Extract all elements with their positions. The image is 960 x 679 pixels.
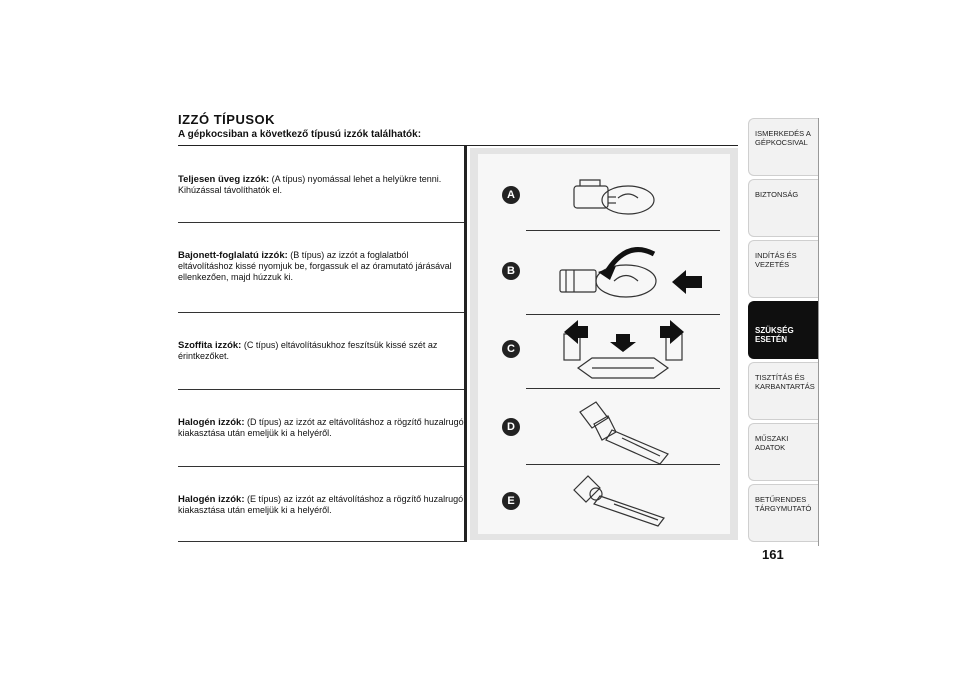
entry-b xyxy=(178,250,464,283)
badge-c: C xyxy=(502,340,520,358)
entry-d xyxy=(178,417,464,439)
entry-separator xyxy=(178,541,464,542)
entry-label: Teljesen üveg izzók: xyxy=(178,174,270,185)
halogen-bulb-icon xyxy=(574,398,684,468)
figure-separator xyxy=(526,230,720,231)
tab-ismerkedes[interactable]: ISMERKEDÉS A GÉPKOCSIVAL xyxy=(748,118,818,176)
wedge-bulb-icon xyxy=(570,176,660,220)
entry-separator xyxy=(178,222,464,223)
entry-a xyxy=(178,174,464,196)
entry-text: (D típus) az izzót az eltávolításhoz a rögzítő huzalrugó kiakasztása után emeljük ki a helyéről. xyxy=(178,417,464,438)
entry-text: (C típus) eltávolításukhoz feszítsük kissé szét az érintkezőket. xyxy=(178,340,438,361)
bayonet-bulb-icon xyxy=(554,242,724,304)
badge-d: D xyxy=(502,418,520,436)
entry-label: Halogén izzók: xyxy=(178,417,245,428)
page-number: 161 xyxy=(762,547,784,562)
badge-e: E xyxy=(502,492,520,510)
bulb-type-list xyxy=(178,146,464,542)
tab-szukseg-eseten[interactable]: SZÜKSÉG ESETÉN xyxy=(748,301,818,359)
entry-text: (A típus) nyomással lehet a helyükre tenni. Kihúzással távolíthatók el. xyxy=(178,174,442,195)
illustration-area xyxy=(478,154,730,534)
section-title: IZZÓ TÍPUSOK xyxy=(178,112,275,127)
entry-text: (E típus) az izzót az eltávolításhoz a rögzítő huzalrugó kiakasztása után emeljük ki a helyéről. xyxy=(178,494,464,515)
halogen-h1-bulb-icon xyxy=(570,472,680,528)
entry-label: Bajonett-foglalatú izzók: xyxy=(178,250,288,261)
badge-b: B xyxy=(502,262,520,280)
entry-separator xyxy=(178,466,464,467)
tab-rail xyxy=(818,118,819,546)
section-subtitle: A gépkocsiban a következő típusú izzók találhatók: xyxy=(178,129,422,140)
entry-separator xyxy=(178,312,464,313)
figure-separator xyxy=(526,388,720,389)
entry-label: Halogén izzók: xyxy=(178,494,245,505)
tab-muszaki-adatok[interactable]: MŰSZAKI ADATOK xyxy=(748,423,818,481)
tab-targymutato[interactable]: BETŰRENDES TÁRGYMUTATÓ xyxy=(748,484,818,542)
figure-separator xyxy=(526,314,720,315)
entry-text: (B típus) az izzót a foglalatból eltávolításhoz kissé nyomjuk be, forgassuk el az óramutató járásával ellenkezően, majd húzzuk ki. xyxy=(178,250,452,282)
bulb-illustration xyxy=(470,148,738,540)
tab-tisztitas[interactable]: TISZTÍTÁS ÉS KARBANTARTÁS xyxy=(748,362,818,420)
tab-biztonsag[interactable]: BIZTONSÁG xyxy=(748,179,818,237)
festoon-bulb-icon xyxy=(558,320,708,380)
column-divider xyxy=(464,146,467,542)
badge-a: A xyxy=(502,186,520,204)
entry-e xyxy=(178,494,464,516)
entry-c xyxy=(178,340,464,362)
entry-label: Szoffita izzók: xyxy=(178,340,242,351)
entry-separator xyxy=(178,389,464,390)
tab-inditas[interactable]: INDÍTÁS ÉS VEZETÉS xyxy=(748,240,818,298)
